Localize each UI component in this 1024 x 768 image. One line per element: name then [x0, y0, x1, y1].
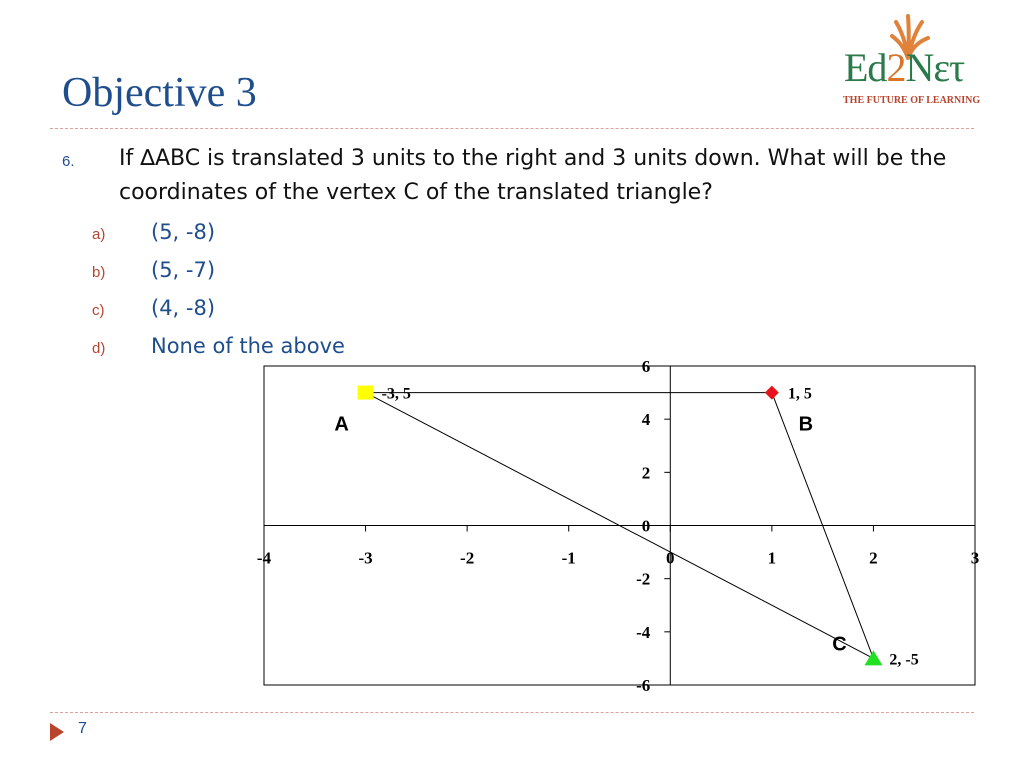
- slide-title: Objective 3: [62, 70, 257, 116]
- option-letter: b): [92, 264, 106, 281]
- vertex-label-b: B: [798, 413, 814, 436]
- x-tick-label: 3: [970, 548, 980, 568]
- page-number: 7: [78, 720, 87, 737]
- data-label: 1, 5: [787, 385, 812, 403]
- y-tick-label: 2: [641, 463, 651, 483]
- data-label: 2, -5: [889, 651, 919, 669]
- y-tick-label: 4: [641, 410, 651, 430]
- option-text: (4, -8): [151, 296, 216, 320]
- y-tick-label: 0: [641, 516, 651, 536]
- marker-point-a: [358, 386, 374, 400]
- vertex-label-a: A: [334, 413, 349, 436]
- play-arrow-icon: [50, 723, 64, 741]
- option-text: None of the above: [151, 334, 345, 358]
- option-letter: c): [92, 302, 105, 319]
- x-tick-label: 2: [869, 548, 878, 568]
- marker-point-c: [864, 650, 882, 665]
- y-tick-label: -4: [636, 622, 651, 642]
- question-text: If ∆ABC is translated 3 units to the right and 3 units down. What will be the coordinates of the vertex C of the translated triangle?: [119, 146, 947, 205]
- x-tick-label: 1: [767, 548, 777, 568]
- option-letter: a): [92, 226, 106, 243]
- option-letter: d): [92, 340, 106, 357]
- logo-tagline: THE FUTURE OF LEARNING: [843, 95, 981, 106]
- y-tick-label: -6: [636, 676, 651, 695]
- y-tick-label: -2: [636, 569, 651, 589]
- x-tick-label: 0: [666, 548, 675, 568]
- y-tick-label: 6: [641, 357, 651, 376]
- data-label: -3, 5: [381, 385, 411, 403]
- bottom-divider: [50, 712, 974, 713]
- marker-point-b: [765, 386, 779, 400]
- vertex-label-c: C: [832, 633, 847, 656]
- x-tick-label: -1: [561, 548, 576, 568]
- logo-wordmark: Ed2Nετ: [844, 45, 965, 90]
- option-text: (5, -8): [151, 220, 216, 244]
- x-tick-label: -2: [460, 548, 475, 568]
- x-tick-label: -3: [358, 548, 373, 568]
- x-tick-label: -4: [256, 548, 272, 568]
- option-text: (5, -7): [151, 258, 216, 282]
- question-number: 6.: [62, 153, 75, 170]
